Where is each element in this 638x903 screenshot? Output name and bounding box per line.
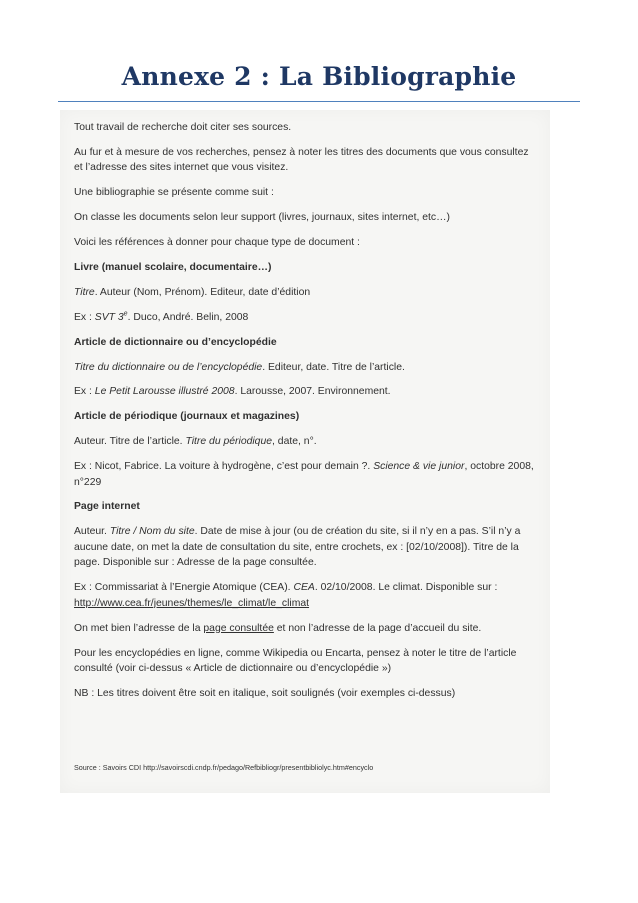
livre-example-prefix: Ex : xyxy=(74,311,95,323)
internet-format xyxy=(74,524,538,571)
note1-start: On met bien l’adresse de la xyxy=(74,622,204,634)
intro-line-2: Au fur et à mesure de vos recherches, pensez à noter les titres des documents que vous consultez et l’adresse des sites internet que vous visitez. xyxy=(74,146,529,174)
note1-underlined: page consultée xyxy=(203,622,274,634)
note-nb: NB : Les titres doivent être soit en italique, soit soulignés (voir exemples ci-dessus) xyxy=(74,687,456,699)
dictionnaire-example-rest: . Larousse, 2007. Environnement. xyxy=(234,386,391,398)
internet-example-title: CEA xyxy=(293,582,315,594)
note1-rest: et non l’adresse de la page d’accueil du site. xyxy=(273,622,482,634)
heading-livre: Livre (manuel scolaire, documentaire…) xyxy=(74,261,272,273)
dictionnaire-example xyxy=(74,384,538,400)
internet-format-title: Titre / Nom du site xyxy=(109,526,195,538)
intro-line-5: Voici les références à donner pour chaque type de document : xyxy=(74,237,360,249)
page-title: Annexe 2 : La Bibliographie xyxy=(121,62,517,91)
periodique-example-title: Science & vie junior xyxy=(373,461,465,473)
heading-internet: Page internet xyxy=(74,501,140,513)
heading-dictionnaire: Article de dictionnaire ou d’encyclopédie xyxy=(74,336,277,348)
title-underline xyxy=(58,101,580,102)
periodique-example xyxy=(74,459,538,490)
periodique-format-rest: , date, n°. xyxy=(272,436,317,448)
dictionnaire-format xyxy=(74,360,538,376)
livre-format-rest: . Auteur (Nom, Prénom). Editeur, date d’édition xyxy=(94,286,311,298)
periodique-format-title: Titre du périodique xyxy=(185,436,273,448)
livre-example-sup: e xyxy=(123,310,128,318)
dictionnaire-example-prefix: Ex : xyxy=(74,386,95,398)
livre-format xyxy=(74,285,538,301)
dictionnaire-format-title: Titre du dictionnaire ou de l’encyclopédie xyxy=(74,361,263,373)
internet-example-url: http://www.cea.fr/jeunes/themes/le_climat/le_climat xyxy=(74,597,310,609)
intro-line-4: On classe les documents selon leur support (livres, journaux, sites internet, etc…) xyxy=(74,212,450,224)
heading-periodique: Article de périodique (journaux et magazines) xyxy=(74,411,300,423)
livre-example xyxy=(74,310,538,326)
livre-example-rest: . Duco, André. Belin, 2008 xyxy=(127,311,249,323)
intro-line-3: Une bibliographie se présente comme suit : xyxy=(74,187,274,199)
livre-example-title: SVT 3 xyxy=(94,311,124,323)
source-citation: Source : Savoirs CDI http://savoirscdi.cndp.fr/pedago/Refbibliogr/presentbibliolyc.htm#encyclo xyxy=(74,763,374,772)
note-page-consultee xyxy=(74,621,538,637)
scanned-document xyxy=(60,110,550,793)
dictionnaire-format-rest: . Editeur, date. Titre de l’article. xyxy=(262,361,405,373)
dictionnaire-example-title: Le Petit Larousse illustré 2008 xyxy=(94,386,235,398)
note-encyclopedies: Pour les encyclopédies en ligne, comme Wikipedia ou Encarta, pensez à noter le titre de l’article consulté (voir ci-dessus « Article de dictionnaire ou d’encyclopédie ») xyxy=(74,647,517,675)
periodique-format xyxy=(74,434,538,450)
periodique-example-rest: , octobre 2008, n°229 xyxy=(74,461,534,488)
periodique-example-start: Ex : Nicot, Fabrice. La voiture à hydrogène, c’est pour demain ?. xyxy=(74,461,374,473)
internet-example-rest: . 02/10/2008. Le climat. Disponible sur : xyxy=(314,582,498,594)
periodique-format-start: Auteur. Titre de l’article. xyxy=(74,436,186,448)
scanned-text-block xyxy=(74,120,538,711)
intro-line-1: Tout travail de recherche doit citer ses sources. xyxy=(74,122,292,133)
internet-format-rest: . Date de mise à jour (ou de création du site, si il n’y en a pas. S’il n’y a aucune date, on met la date de consultation du site, entre crochets, ex : [02/10/2008]). Titre de la page. Disponible sur : Adresse de la page consultée. xyxy=(74,526,521,569)
internet-format-start: Auteur. xyxy=(74,526,110,538)
internet-example-start: Ex : Commissariat à l’Energie Atomique (CEA). xyxy=(74,582,294,594)
livre-format-title: Titre xyxy=(74,286,95,298)
internet-example xyxy=(74,580,538,611)
